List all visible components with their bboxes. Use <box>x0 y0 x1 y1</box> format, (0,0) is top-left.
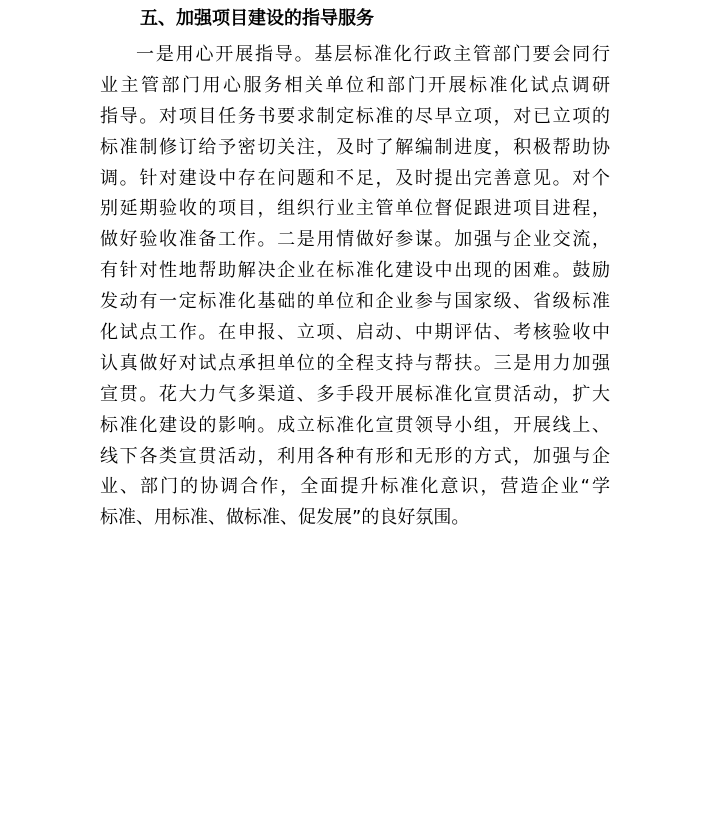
paragraph-line: 业、部门的协调合作，全面提升标准化意识，营造企业“学 <box>100 476 610 498</box>
paragraph-line: 业主管部门用心服务相关单位和部门开展标准化试点调研 <box>100 74 610 96</box>
paragraph-line: 有针对性地帮助解决企业在标准化建设中出现的困难。鼓励 <box>100 260 610 282</box>
paragraph-line: 标准制修订给予密切关注，及时了解编制进度，积极帮助协 <box>100 136 610 158</box>
paragraph-line: 宣贯。花大力气多渠道、多手段开展标准化宣贯活动，扩大 <box>100 383 610 405</box>
paragraph-line: 发动有一定标准化基础的单位和企业参与国家级、省级标准 <box>100 291 610 313</box>
paragraph-line: 认真做好对试点承担单位的全程支持与帮扶。三是用力加强 <box>100 352 610 374</box>
paragraph-line: 调。针对建设中存在问题和不足，及时提出完善意见。对个 <box>100 167 610 189</box>
paragraph-line: 标准化建设的影响。成立标准化宣贯领导小组，开展线上、 <box>100 414 610 436</box>
paragraph-line: 指导。对项目任务书要求制定标准的尽早立项，对已立项的 <box>100 105 610 127</box>
paragraph-line: 标准、用标准、做标准、促发展”的良好氛围。 <box>100 507 470 529</box>
paragraph-line: 一是用心开展指导。基层标准化行政主管部门要会同行 <box>136 44 610 65</box>
paragraph-line: 化试点工作。在申报、立项、启动、中期评估、考核验收中 <box>100 322 610 344</box>
body-paragraph <box>100 40 610 534</box>
paragraph-line: 别延期验收的项目，组织行业主管单位督促跟进项目进程， <box>100 198 610 220</box>
paragraph-line: 线下各类宣贯活动，利用各种有形和无形的方式，加强与企 <box>100 445 610 467</box>
paragraph-line: 做好验收准备工作。二是用情做好参谋。加强与企业交流， <box>100 229 610 251</box>
section-heading: 五、加强项目建设的指导服务 <box>140 8 374 29</box>
